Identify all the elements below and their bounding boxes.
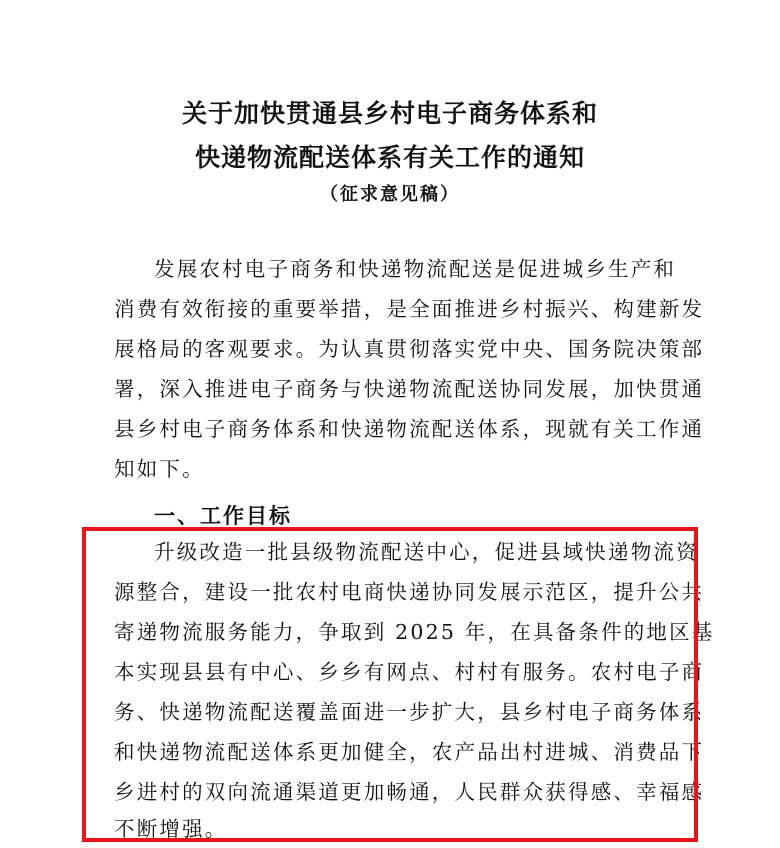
section-line: 源整合，建设一批农村电商快递协同发展示范区，提升公共 <box>114 580 705 604</box>
section-line: 乡进村的双向流通渠道更加畅通，人民群众获得感、幸福感 <box>114 780 705 804</box>
section-line: 不断增强。 <box>114 817 228 841</box>
intro-line: 署，深入推进电子商务与快递物流配送协同发展，加快贯通 <box>114 377 705 401</box>
intro-line: 展格局的客观要求。为认真贯彻落实党中央、国务院决策部 <box>114 337 705 361</box>
section-line: 和快递物流配送体系更加健全，农产品出村进城、消费品下 <box>114 740 705 764</box>
intro-line: 县乡村电子商务体系和快递物流配送体系，现就有关工作通 <box>114 417 705 441</box>
highlight-box <box>82 527 698 842</box>
document-title-line-2: 快递物流配送体系有关工作的通知 <box>194 143 585 172</box>
intro-line: 发展农村电子商务和快递物流配送是促进城乡生产和 <box>154 257 677 281</box>
document-subtitle: （征求意见稿） <box>320 184 460 205</box>
section-line: 本实现县县有中心、乡乡有网点、村村有服务。农村电子商 <box>114 660 705 684</box>
section-line: 升级改造一批县级物流配送中心，促进县域快递物流资 <box>154 540 699 564</box>
section-heading: 一、工作目标 <box>154 504 292 528</box>
section-line: 务、快递物流配送覆盖面进一步扩大，县乡村电子商务体系 <box>114 700 705 724</box>
document-title-line-1: 关于加快贯通县乡村电子商务体系和 <box>181 99 598 128</box>
intro-line: 知如下。 <box>114 457 205 481</box>
intro-line: 消费有效衔接的重要举措，是全面推进乡村振兴、构建新发 <box>114 297 705 321</box>
section-line: 寄递物流服务能力，争取到 2025 年，在具备条件的地区基 <box>114 620 715 644</box>
